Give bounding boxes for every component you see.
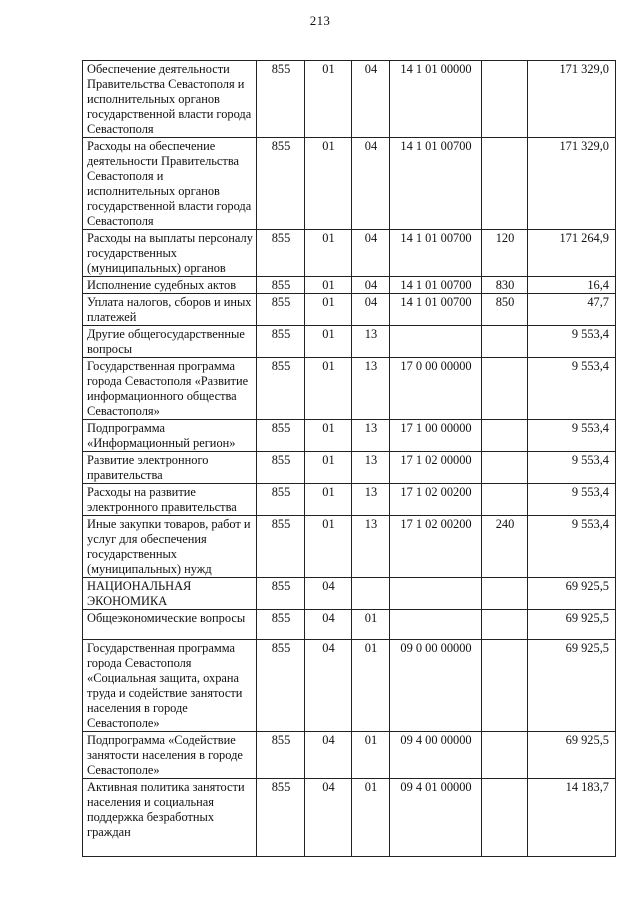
subsection-code-cell: 04: [352, 61, 390, 138]
target-article-code-cell: 17 0 00 00000: [390, 358, 482, 420]
table-row: [83, 138, 616, 230]
item-name-cell: Расходы на развитие электронного правительства: [83, 484, 257, 516]
item-name-cell: Активная политика занятости населения и социальная поддержка безработных граждан: [83, 779, 257, 857]
amount-cell: 9 553,4: [528, 516, 616, 578]
page-number: 213: [309, 13, 331, 28]
target-article-code-cell: 14 1 01 00700: [390, 138, 482, 230]
section-code-cell: 01: [305, 358, 352, 420]
subsection-code-cell: [352, 578, 390, 610]
item-name-cell: Общеэкономические вопросы: [83, 610, 257, 640]
expense-type-code-cell: [482, 61, 528, 138]
target-article-code-cell: 14 1 01 00700: [390, 277, 482, 294]
table-row: [83, 230, 616, 277]
item-name-cell: НАЦИОНАЛЬНАЯ ЭКОНОМИКА: [83, 578, 257, 610]
target-article-code-cell: 17 1 02 00200: [390, 484, 482, 516]
table-row: [83, 326, 616, 358]
amount-cell: 47,7: [528, 294, 616, 326]
target-article-code-cell: 14 1 01 00700: [390, 294, 482, 326]
department-code-cell: 855: [257, 779, 305, 857]
department-code-cell: 855: [257, 732, 305, 779]
subsection-code-cell: 13: [352, 516, 390, 578]
subsection-code-cell: 01: [352, 640, 390, 732]
item-name-cell: Подпрограмма «Информационный регион»: [83, 420, 257, 452]
budget-table: [82, 60, 616, 857]
table-row: [83, 610, 616, 640]
subsection-code-cell: 13: [352, 452, 390, 484]
amount-cell: 9 553,4: [528, 420, 616, 452]
budget-table-body: [83, 61, 616, 857]
amount-cell: 16,4: [528, 277, 616, 294]
department-code-cell: 855: [257, 516, 305, 578]
item-name-cell: Иные закупки товаров, работ и услуг для обеспечения государственных (муниципальных) нужд: [83, 516, 257, 578]
table-row: [83, 516, 616, 578]
table-row: [83, 578, 616, 610]
item-name-cell: Подпрограмма «Содействие занятости населения в городе Севастополе»: [83, 732, 257, 779]
target-article-code-cell: [390, 326, 482, 358]
amount-cell: 9 553,4: [528, 484, 616, 516]
section-code-cell: 01: [305, 452, 352, 484]
section-code-cell: 01: [305, 138, 352, 230]
subsection-code-cell: 04: [352, 294, 390, 326]
department-code-cell: 855: [257, 640, 305, 732]
section-code-cell: 01: [305, 420, 352, 452]
section-code-cell: 01: [305, 484, 352, 516]
subsection-code-cell: 04: [352, 138, 390, 230]
subsection-code-cell: 04: [352, 230, 390, 277]
expense-type-code-cell: [482, 326, 528, 358]
expense-type-code-cell: 120: [482, 230, 528, 277]
amount-cell: 69 925,5: [528, 732, 616, 779]
department-code-cell: 855: [257, 230, 305, 277]
target-article-code-cell: 14 1 01 00000: [390, 61, 482, 138]
section-code-cell: 04: [305, 779, 352, 857]
section-code-cell: 04: [305, 732, 352, 779]
department-code-cell: 855: [257, 61, 305, 138]
expense-type-code-cell: [482, 732, 528, 779]
expense-type-code-cell: 240: [482, 516, 528, 578]
department-code-cell: 855: [257, 610, 305, 640]
amount-cell: 69 925,5: [528, 578, 616, 610]
item-name-cell: Государственная программа города Севастополя «Развитие информационного общества Севастополя»: [83, 358, 257, 420]
amount-cell: 171 329,0: [528, 61, 616, 138]
department-code-cell: 855: [257, 452, 305, 484]
section-code-cell: 01: [305, 326, 352, 358]
subsection-code-cell: 01: [352, 779, 390, 857]
expense-type-code-cell: [482, 484, 528, 516]
subsection-code-cell: 13: [352, 326, 390, 358]
department-code-cell: 855: [257, 420, 305, 452]
department-code-cell: 855: [257, 578, 305, 610]
department-code-cell: 855: [257, 484, 305, 516]
expense-type-code-cell: [482, 138, 528, 230]
table-row: [83, 452, 616, 484]
subsection-code-cell: 04: [352, 277, 390, 294]
item-name-cell: Расходы на обеспечение деятельности Правительства Севастополя и исполнительных органов государственной власти города Севастополя: [83, 138, 257, 230]
table-row: [83, 732, 616, 779]
subsection-code-cell: 13: [352, 484, 390, 516]
amount-cell: 69 925,5: [528, 640, 616, 732]
target-article-code-cell: [390, 578, 482, 610]
section-code-cell: 04: [305, 578, 352, 610]
table-row: [83, 420, 616, 452]
amount-cell: 14 183,7: [528, 779, 616, 857]
item-name-cell: Государственная программа города Севастополя «Социальная защита, охрана труда и содействие занятости населения в городе Севастополе»: [83, 640, 257, 732]
table-row: [83, 61, 616, 138]
section-code-cell: 04: [305, 610, 352, 640]
expense-type-code-cell: [482, 779, 528, 857]
target-article-code-cell: 17 1 02 00200: [390, 516, 482, 578]
expense-type-code-cell: [482, 640, 528, 732]
target-article-code-cell: 09 0 00 00000: [390, 640, 482, 732]
expense-type-code-cell: 830: [482, 277, 528, 294]
target-article-code-cell: 14 1 01 00700: [390, 230, 482, 277]
section-code-cell: 01: [305, 294, 352, 326]
item-name-cell: Развитие электронного правительства: [83, 452, 257, 484]
department-code-cell: 855: [257, 138, 305, 230]
amount-cell: 171 329,0: [528, 138, 616, 230]
subsection-code-cell: 13: [352, 420, 390, 452]
amount-cell: 9 553,4: [528, 358, 616, 420]
target-article-code-cell: 09 4 00 00000: [390, 732, 482, 779]
department-code-cell: 855: [257, 326, 305, 358]
amount-cell: 9 553,4: [528, 452, 616, 484]
table-row: [83, 358, 616, 420]
expense-type-code-cell: [482, 452, 528, 484]
table-row: [83, 484, 616, 516]
item-name-cell: Расходы на выплаты персоналу государственных (муниципальных) органов: [83, 230, 257, 277]
expense-type-code-cell: [482, 578, 528, 610]
subsection-code-cell: 01: [352, 732, 390, 779]
department-code-cell: 855: [257, 277, 305, 294]
table-row: [83, 277, 616, 294]
section-code-cell: 01: [305, 61, 352, 138]
item-name-cell: Обеспечение деятельности Правительства Севастополя и исполнительных органов государственной власти города Севастополя: [83, 61, 257, 138]
table-row: [83, 294, 616, 326]
subsection-code-cell: 13: [352, 358, 390, 420]
table-row: [83, 779, 616, 857]
target-article-code-cell: 09 4 01 00000: [390, 779, 482, 857]
expense-type-code-cell: [482, 610, 528, 640]
target-article-code-cell: 17 1 00 00000: [390, 420, 482, 452]
item-name-cell: Другие общегосударственные вопросы: [83, 326, 257, 358]
amount-cell: 171 264,9: [528, 230, 616, 277]
section-code-cell: 01: [305, 516, 352, 578]
table-row: [83, 640, 616, 732]
section-code-cell: 01: [305, 277, 352, 294]
department-code-cell: 855: [257, 294, 305, 326]
subsection-code-cell: 01: [352, 610, 390, 640]
amount-cell: 9 553,4: [528, 326, 616, 358]
target-article-code-cell: [390, 610, 482, 640]
target-article-code-cell: 17 1 02 00000: [390, 452, 482, 484]
department-code-cell: 855: [257, 358, 305, 420]
expense-type-code-cell: 850: [482, 294, 528, 326]
section-code-cell: 04: [305, 640, 352, 732]
amount-cell: 69 925,5: [528, 610, 616, 640]
section-code-cell: 01: [305, 230, 352, 277]
item-name-cell: Исполнение судебных актов: [83, 277, 257, 294]
expense-type-code-cell: [482, 358, 528, 420]
item-name-cell: Уплата налогов, сборов и иных платежей: [83, 294, 257, 326]
expense-type-code-cell: [482, 420, 528, 452]
